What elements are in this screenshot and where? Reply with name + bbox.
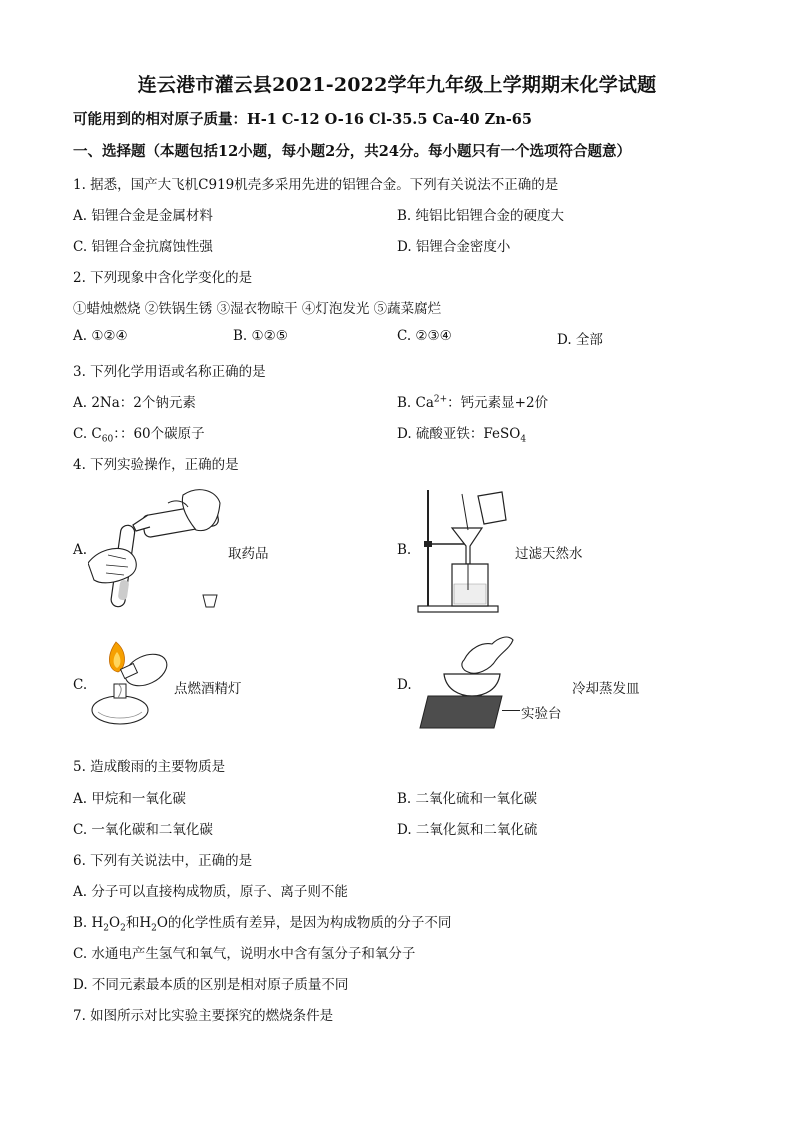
q6-option-d: D. 不同元素最本质的区别是相对原子质量不同 [73, 977, 349, 993]
q3-option-a: A. 2Na：2个钠元素 [73, 395, 196, 411]
q2-items: ①蜡烛燃烧 ②铁锅生锈 ③湿衣物晾干 ④灯泡发光 ⑤蔬菜腐烂 [73, 301, 442, 317]
q4-option-d-label: 冷却蒸发皿 [572, 681, 640, 697]
page-title: 连云港市灌云县2021-2022学年九年级上学期期末化学试题 [137, 74, 657, 96]
q1-stem: 1. 据悉，国产大飞机C919机壳多采用先进的铝锂合金。下列有关说法不正确的是 [73, 177, 559, 193]
q7-stem: 7. 如图所示对比实验主要探究的燃烧条件是 [73, 1008, 334, 1024]
q5-option-c: C. 一氧化碳和二氧化碳 [73, 822, 213, 838]
q5-option-b: B. 二氧化硫和一氧化碳 [397, 791, 538, 807]
q4-stem: 4. 下列实验操作，正确的是 [73, 457, 239, 473]
lab-bench-pointer [502, 710, 520, 711]
q4-option-a-letter: A. [73, 542, 88, 558]
q6-stem: 6. 下列有关说法中，正确的是 [73, 853, 253, 869]
alcohol-lamp-illustration [88, 640, 173, 730]
q1-option-d: D. 铝锂合金密度小 [397, 239, 511, 255]
q3-stem: 3. 下列化学用语或名称正确的是 [73, 364, 266, 380]
q1-option-a: A. 铝锂合金是金属材料 [73, 208, 213, 224]
q3-option-d: D. 硫酸亚铁：FeSO$_4$ [397, 426, 527, 445]
q2-option-a: A. ①②④ [73, 328, 128, 344]
q4-option-c-letter: C. [73, 677, 88, 693]
q5-option-a: A. 甲烷和一氧化碳 [73, 791, 186, 807]
q4-option-c-label: 点燃酒精灯 [174, 681, 242, 697]
filtration-illustration [410, 486, 510, 614]
q2-option-d: D. 全部 [557, 332, 603, 348]
q1-option-c: C. 铝锂合金抗腐蚀性强 [73, 239, 213, 255]
q3-option-b: B. $Ca^{2+}$：钙元素显+2价 [397, 394, 549, 411]
q6-option-c: C. 水通电产生氢气和氧气，说明水中含有氢分子和氧分子 [73, 946, 416, 962]
q4-option-a-label: 取药品 [228, 546, 269, 562]
lab-bench-label: 实验台 [521, 706, 562, 722]
q4-option-d-letter: D. [397, 677, 412, 693]
q2-option-b: B. ①②⑤ [233, 328, 288, 344]
cooling-dish-illustration [418, 630, 518, 730]
q5-option-d: D. 二氧化氮和二氧化硫 [397, 822, 538, 838]
section-one-heading: 一、选择题（本题包括12小题，每小题2分，共24分。每小题只有一个选项符合题意） [73, 143, 631, 160]
q5-stem: 5. 造成酸雨的主要物质是 [73, 759, 226, 775]
atomic-masses: 可能用到的相对原子质量：H-1 C-12 O-16 Cl-35.5 Ca-40 Zn-65 [73, 111, 532, 128]
q2-option-c: C. ②③④ [397, 328, 452, 344]
q1-option-b: B. 纯铝比铝锂合金的硬度大 [397, 208, 565, 224]
take-reagent-illustration [88, 485, 223, 615]
q2-stem: 2. 下列现象中含化学变化的是 [73, 270, 253, 286]
q4-option-b-letter: B. [397, 542, 412, 558]
q4-option-b-label: 过滤天然水 [515, 546, 583, 562]
q6-option-b: B. $H_2O_2$和$H_2O$的化学性质有差异，是因为构成物质的分子不同 [73, 915, 452, 934]
q6-option-a: A. 分子可以直接构成物质，原子、离子则不能 [73, 884, 348, 900]
q3-option-c: C. $C_{60}$：：60个碳原子 [73, 426, 205, 445]
